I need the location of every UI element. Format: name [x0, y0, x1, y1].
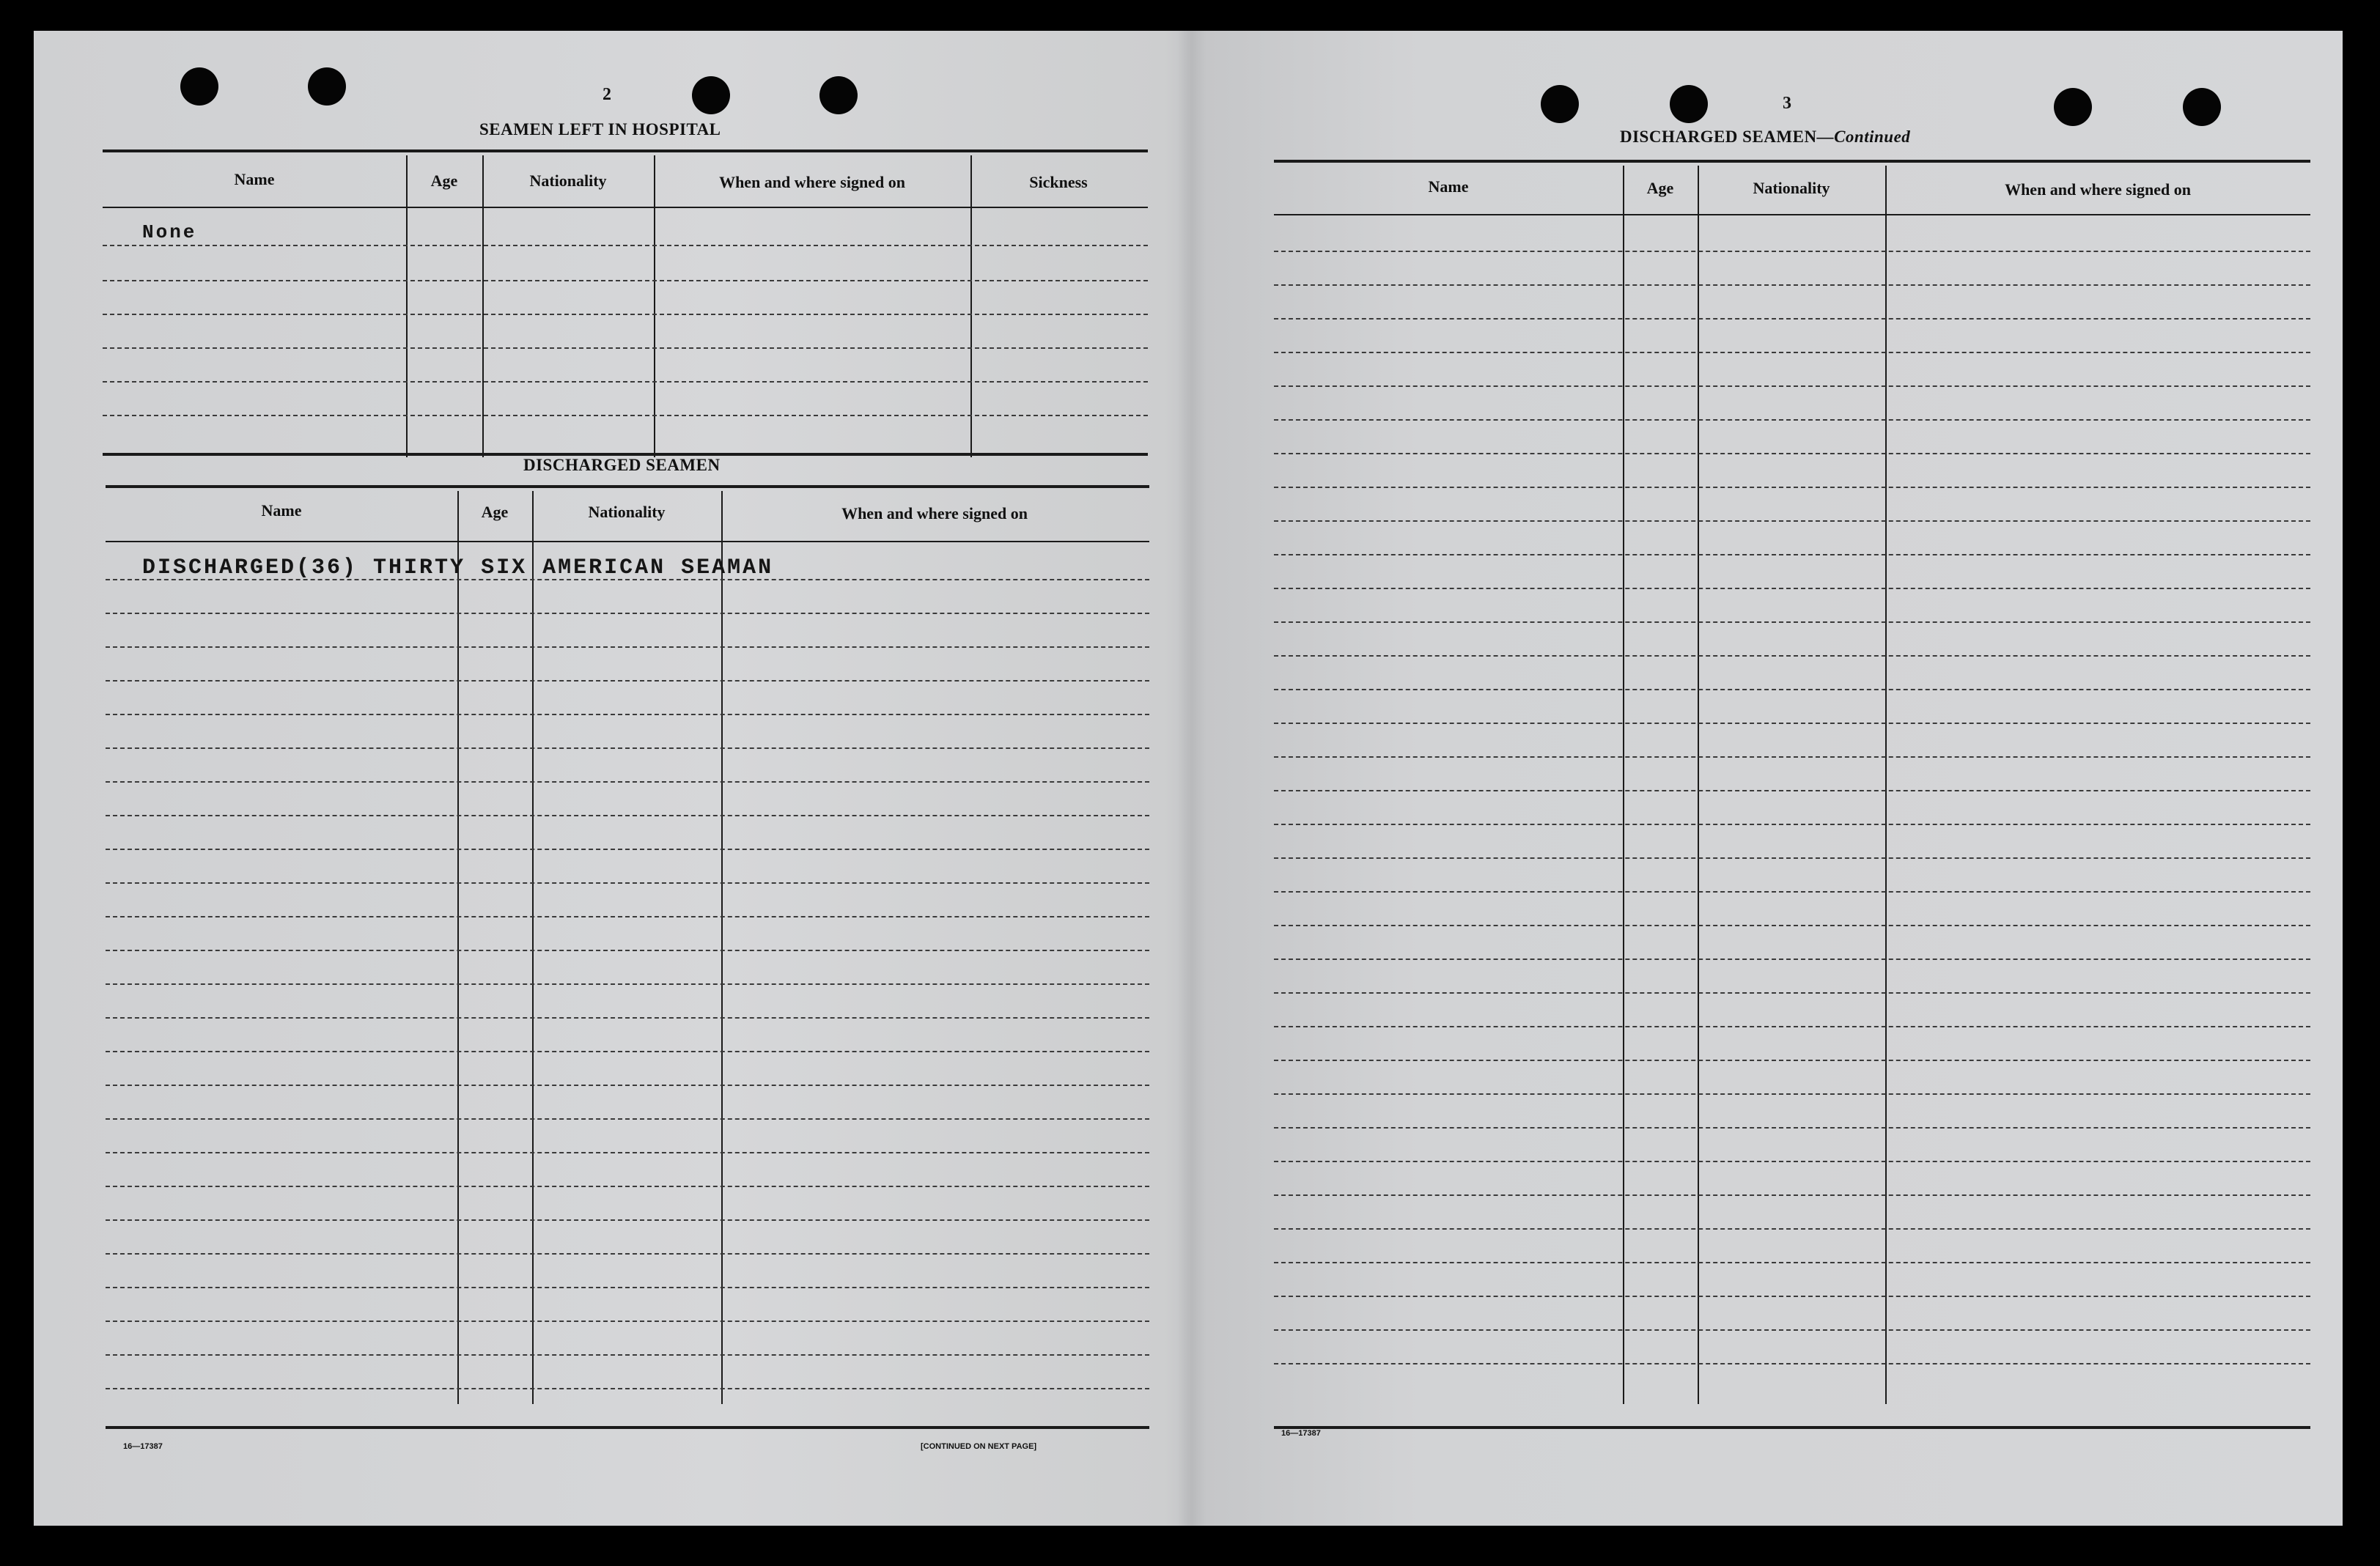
- ruled-line: [1274, 588, 2310, 589]
- ruled-line: [106, 1152, 1149, 1153]
- column-header-age: Age: [481, 503, 509, 521]
- punch-hole: [1670, 85, 1708, 123]
- ruled-line: [1274, 385, 2310, 387]
- ruled-line: [1274, 790, 2310, 791]
- ruled-line: [106, 1321, 1149, 1322]
- ruled-line: [106, 714, 1149, 715]
- ruled-line: [1274, 1363, 2310, 1364]
- punch-hole: [1541, 85, 1579, 123]
- column-divider: [457, 491, 459, 1404]
- ruled-line: [1274, 352, 2310, 353]
- ruled-line: [1274, 1296, 2310, 1297]
- ruled-line: [106, 646, 1149, 648]
- column-divider: [970, 155, 972, 457]
- header-bottom-rule: [103, 207, 1148, 208]
- column-divider: [406, 155, 408, 457]
- ruled-line: [1274, 419, 2310, 421]
- form-number: 16—17387: [123, 1442, 163, 1451]
- section-title: [1620, 128, 1910, 147]
- column-header-nationality: Nationality: [588, 503, 666, 521]
- punch-hole: [2183, 88, 2221, 126]
- ruled-line: [1274, 1161, 2310, 1162]
- ruled-line: [1274, 487, 2310, 488]
- ruled-line: [106, 849, 1149, 850]
- ruled-line: [106, 1085, 1149, 1086]
- ruled-line: [1274, 251, 2310, 252]
- ruled-line: [106, 815, 1149, 816]
- ruled-line: [103, 245, 1148, 246]
- ruled-line: [1274, 992, 2310, 994]
- ruled-line: [106, 916, 1149, 917]
- punch-hole: [692, 76, 730, 114]
- ruled-line: [103, 381, 1148, 383]
- ruled-line: [106, 983, 1149, 985]
- punch-hole: [819, 76, 858, 114]
- table-top-rule: [1274, 160, 2310, 163]
- continued-note: [CONTINUED ON NEXT PAGE]: [921, 1442, 1037, 1451]
- ruled-line: [106, 1388, 1149, 1389]
- ruled-line: [106, 1219, 1149, 1221]
- ruled-line: [106, 781, 1149, 783]
- ruled-line: [1274, 756, 2310, 758]
- ruled-line: [106, 950, 1149, 951]
- ruled-line: [106, 1253, 1149, 1255]
- ruled-line: [103, 280, 1148, 281]
- title-main: DISCHARGED SEAMEN: [1620, 128, 1817, 146]
- column-header-sickness: Sickness: [1029, 173, 1088, 191]
- ruled-line: [106, 747, 1149, 749]
- ruled-line: [1274, 1262, 2310, 1263]
- ruled-line: [1274, 554, 2310, 555]
- ruled-line: [1274, 1228, 2310, 1230]
- column-header-age: Age: [430, 171, 458, 190]
- ruled-line: [106, 1051, 1149, 1052]
- ruled-line: [106, 1287, 1149, 1288]
- ruled-line: [1274, 284, 2310, 286]
- title-suffix: —Continued: [1816, 128, 1911, 146]
- ruled-line: [1274, 857, 2310, 859]
- ruled-line: [1274, 723, 2310, 724]
- ruled-line: [106, 680, 1149, 682]
- table-top-rule: [106, 485, 1149, 488]
- ruled-line: [103, 347, 1148, 349]
- ruled-line: [106, 1186, 1149, 1187]
- ruled-line: [1274, 1194, 2310, 1196]
- punch-hole: [308, 67, 346, 106]
- section-title: DISCHARGED SEAMEN: [523, 456, 721, 474]
- column-header-nationality: Nationality: [529, 171, 607, 190]
- table-bottom-rule: [106, 1426, 1149, 1429]
- ruled-line: [103, 415, 1148, 416]
- ruled-line: [1274, 689, 2310, 690]
- ruled-line: [1274, 520, 2310, 522]
- column-header-signed-on: When and where signed on: [841, 504, 1028, 522]
- column-header-name: Name: [261, 501, 302, 520]
- ruled-line: [1274, 318, 2310, 320]
- hospital-entry: None: [142, 221, 197, 243]
- column-header-name: Name: [234, 170, 275, 188]
- ruled-line: [1274, 621, 2310, 623]
- ruled-line: [106, 1118, 1149, 1120]
- form-number: 16—17387: [1281, 1429, 1321, 1438]
- page-number: 2: [603, 85, 611, 104]
- ruled-line: [103, 314, 1148, 315]
- column-header-age: Age: [1646, 179, 1674, 197]
- document-sheet: [34, 31, 2343, 1526]
- page-fold: [1177, 31, 1206, 1526]
- ruled-line: [106, 1017, 1149, 1019]
- page-number: 3: [1783, 94, 1791, 113]
- column-divider: [721, 491, 723, 1404]
- table-bottom-rule: [1274, 1426, 2310, 1429]
- ruled-line: [1274, 1127, 2310, 1129]
- ruled-line: [1274, 959, 2310, 960]
- ruled-line: [1274, 1093, 2310, 1095]
- column-header-name: Name: [1428, 177, 1469, 196]
- ruled-line: [1274, 655, 2310, 657]
- ruled-line: [1274, 1329, 2310, 1331]
- ruled-line: [1274, 925, 2310, 926]
- table-top-rule: [103, 149, 1148, 152]
- ruled-line: [1274, 453, 2310, 454]
- column-divider: [482, 155, 484, 457]
- ruled-line: [106, 1354, 1149, 1356]
- header-bottom-rule: [1274, 214, 2310, 215]
- punch-hole: [2054, 88, 2092, 126]
- column-header-signed-on: When and where signed on: [719, 173, 905, 191]
- ruled-line: [1274, 891, 2310, 893]
- ruled-line: [1274, 1060, 2310, 1061]
- ruled-line: [106, 613, 1149, 614]
- discharged-entry: DISCHARGED(36) THIRTY SIX AMERICAN SEAMAN: [142, 555, 774, 580]
- ruled-line: [1274, 1026, 2310, 1027]
- column-divider: [654, 155, 655, 457]
- column-header-signed-on: When and where signed on: [2005, 180, 2191, 199]
- section-title: SEAMEN LEFT IN HOSPITAL: [479, 120, 721, 138]
- punch-hole: [180, 67, 218, 106]
- column-header-nationality: Nationality: [1753, 179, 1830, 197]
- ruled-line: [106, 882, 1149, 884]
- ruled-line: [1274, 824, 2310, 825]
- column-divider: [532, 491, 534, 1404]
- header-bottom-rule: [106, 541, 1149, 542]
